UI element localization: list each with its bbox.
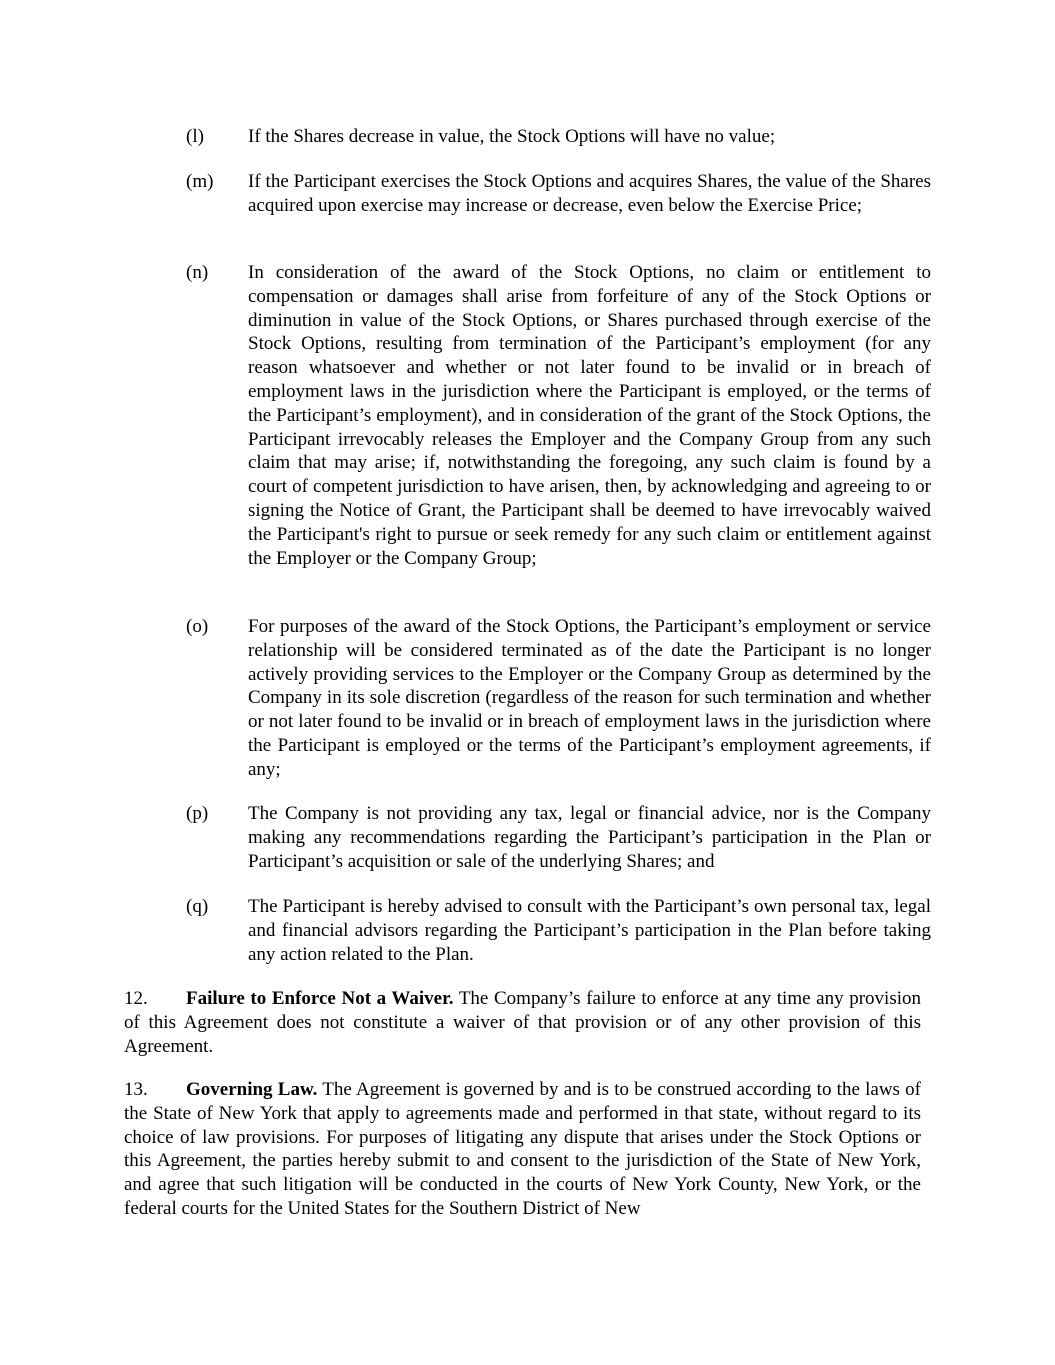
item-label: (o) — [186, 616, 209, 637]
item-text: For purposes of the award of the Stock Options, the Participant’s employment or service relationship will be considered terminated as of the date the Participant is no longer actively providing services to the Employer or the Company Group as determined by the Company in its sole discretion (regardless of the reason for such termination and whether or not later found to be invalid or in breach of employment laws in the jurisdiction where the Participant is employed or the terms of the Participant’s employment agreements, if any; — [248, 616, 931, 780]
list-item-n — [186, 261, 931, 570]
item-text: In consideration of the award of the Stock Options, no claim or entitlement to compensation or damages shall arise from forfeiture of any of the Stock Options or diminution in value of the Stock Options, or Shares purchased through exercise of the Stock Options, resulting from termination of the Participant’s employment (for any reason whatsoever and whether or not later found to be invalid or in breach of employment laws in the jurisdiction where the Participant is employed, or the terms of the Participant’s employment), and in consideration of the grant of the Stock Options, the Participant irrevocably releases the Employer and the Company Group from any such claim that may arise; if, notwithstanding the foregoing, any such claim is found by a court of competent jurisdiction to have arisen, then, by acknowledging and agreeing to or signing the Notice of Grant, the Participant shall be deemed to have irrevocably waived the Participant's right to pursue or seek remedy for any such claim or entitlement against the Employer or the Company Group; — [248, 262, 931, 569]
item-label: (p) — [186, 803, 209, 824]
section-number: 12. — [124, 988, 148, 1009]
section-number: 13. — [124, 1079, 148, 1100]
section-heading: Governing Law. — [186, 1079, 318, 1100]
section-text: The Agreement is governed by and is to be construed according to the laws of the State of New York that apply to agreements made and performed in that state, without regard to its choice of law provisions. For purposes of litigating any dispute that arises under the Stock Options or this Agreement, the parties hereby submit to and consent to the jurisdiction of the State of New York, and agree that such litigation will be conducted in the courts of New York County, New York, or the federal courts for the United States for the Southern District of New — [124, 1079, 922, 1219]
section-heading: Failure to Enforce Not a Waiver. — [186, 988, 454, 1009]
item-label: (n) — [186, 262, 209, 283]
item-text: If the Participant exercises the Stock Options and acquires Shares, the value of the Shares acquired upon exercise may increase or decrease, even below the Exercise Price; — [248, 171, 931, 216]
list-item-q — [186, 895, 931, 966]
section-text: The Company’s failure to enforce at any time any provision of this Agreement does not constitute a waiver of that provision or of any other provision of this Agreement. — [124, 988, 921, 1057]
item-text: The Company is not providing any tax, legal or financial advice, nor is the Company making any recommendations regarding the Participant’s participation in the Plan or Participant’s acquisition or sale of the underlying Shares; and — [248, 803, 931, 872]
item-text: The Participant is hereby advised to consult with the Participant’s own personal tax, legal and financial advisors regarding the Participant’s participation in the Plan before taking any action related to the Plan. — [248, 896, 931, 965]
item-label: (q) — [186, 896, 209, 917]
list-item-o — [186, 615, 931, 782]
item-label: (l) — [186, 126, 204, 147]
section-12 — [124, 987, 921, 1058]
list-item-l — [186, 125, 931, 149]
list-item-p — [186, 802, 931, 873]
item-label: (m) — [186, 171, 214, 192]
section-13 — [124, 1078, 921, 1221]
item-text: If the Shares decrease in value, the Stock Options will have no value; — [248, 126, 776, 147]
list-item-m — [186, 170, 931, 218]
